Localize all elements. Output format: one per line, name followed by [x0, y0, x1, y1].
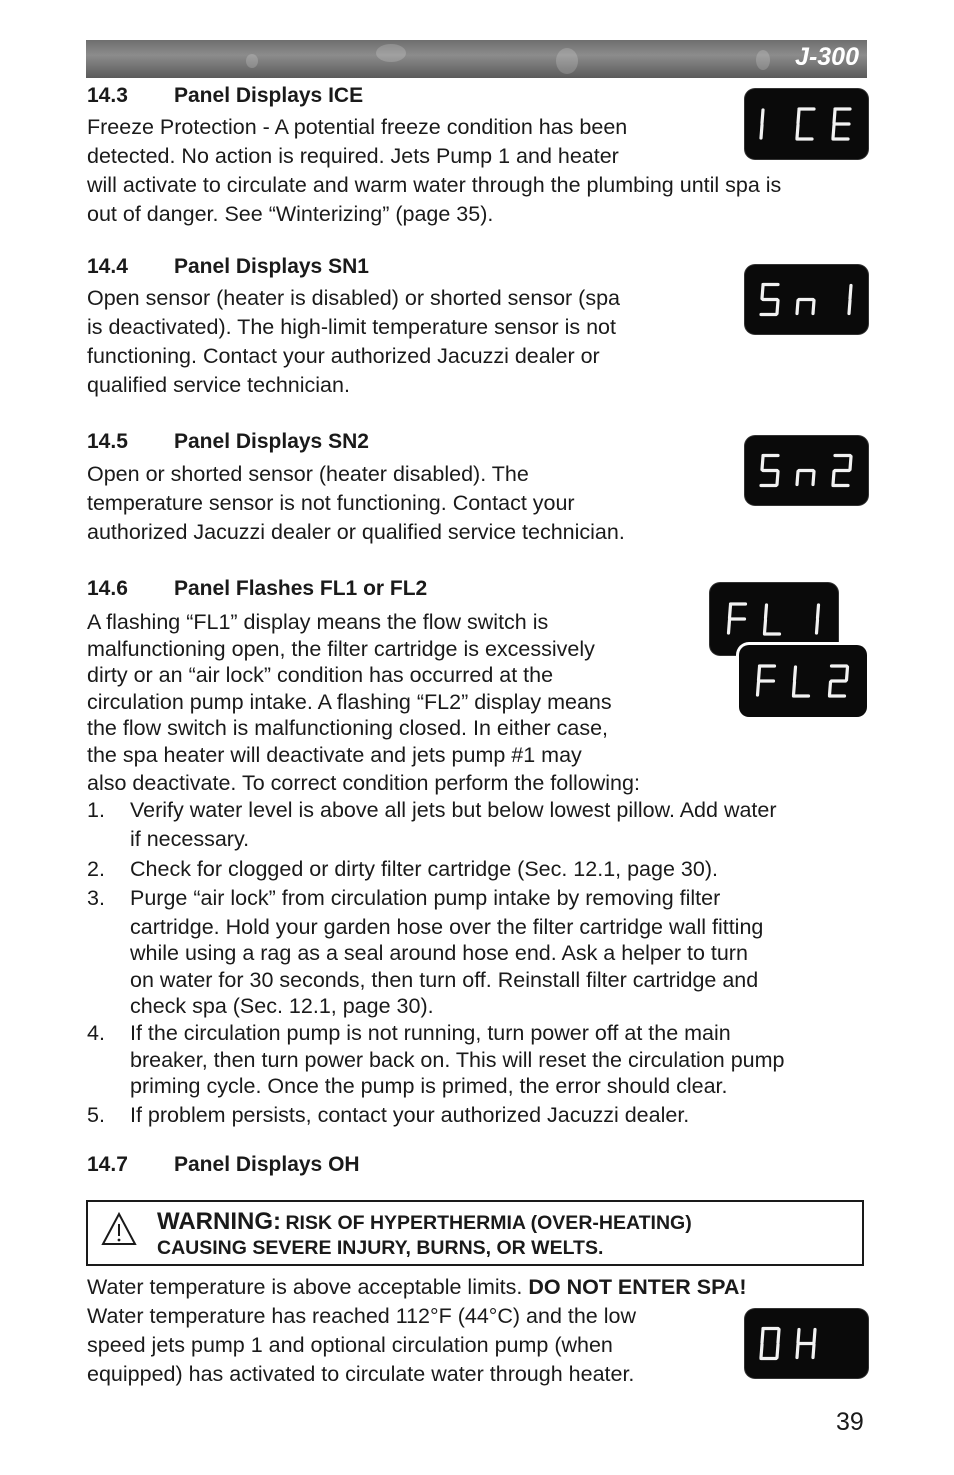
lcd-segment: [777, 301, 778, 314]
lcd-segment: [730, 605, 731, 618]
lcd-digit: [797, 471, 814, 485]
section-heading-ice: [87, 84, 363, 108]
body-line: authorized Jacuzzi dealer or qualified service technician.: [87, 520, 625, 544]
lcd-segment: [762, 110, 763, 123]
lcd-digit: [797, 300, 814, 314]
warning-triangle-icon: [101, 1212, 137, 1246]
body-line: malfunctioning open, the filter cartridge is excessively: [87, 636, 595, 661]
section-title: Panel Displays SN2: [174, 430, 369, 453]
lcd-segment: [833, 125, 834, 138]
lcd-readout: [739, 645, 867, 717]
lcd-segment: [830, 682, 831, 695]
lcd-digit: [797, 109, 814, 139]
header-bar: [86, 40, 867, 78]
section-body-sn1: [87, 284, 620, 400]
lcd-readout: [745, 265, 868, 334]
body-line: also deactivate. To correct condition perform the following:: [87, 771, 640, 795]
display-ice: [745, 89, 868, 159]
lcd-segment: [798, 1330, 799, 1343]
model-label: J-300: [795, 43, 859, 71]
lcd-segment: [847, 667, 848, 680]
step-line: on water for 30 seconds, then turn off. Reinstall filter cartridge and: [130, 967, 759, 992]
lcd-segment: [729, 620, 730, 633]
section-body-fl: [87, 609, 640, 797]
warning-line: RISK OF HYPERTHERMIA (OVER-HEATING): [285, 1212, 692, 1234]
lcd-segment: [797, 1345, 798, 1358]
body-line: Open or shorted sensor (heater disabled). The: [87, 462, 529, 486]
lcd-digit: [794, 667, 809, 696]
lcd-segment: [797, 472, 798, 485]
lcd-segment: [762, 457, 763, 470]
lcd-segment: [778, 1330, 779, 1343]
lcd-readout: [745, 1309, 868, 1378]
lcd-readout: [745, 89, 868, 159]
display-oh: [745, 1309, 868, 1378]
lcd-segment: [798, 110, 799, 123]
lcd-segment: [817, 620, 818, 633]
body-text: Water temperature is above acceptable limits.: [87, 1275, 529, 1299]
step-number: 2.: [87, 857, 105, 881]
step-line: Purge “air lock” from circulation pump intake by removing filter: [130, 886, 721, 910]
section-body-ice: [87, 113, 781, 229]
lcd-digit: [830, 666, 848, 696]
lcd-segment: [813, 301, 814, 314]
section-title: Panel Flashes FL1 or FL2: [174, 577, 428, 600]
list-item: [87, 856, 867, 884]
water-drop-decoration: [376, 44, 406, 62]
body-line: detected. No action is required. Jets Pump 1 and heater: [87, 144, 619, 168]
section-number: 14.3: [87, 84, 128, 107]
lcd-digit: [817, 605, 819, 633]
step-line: check spa (Sec. 12.1, page 30).: [130, 994, 434, 1018]
lcd-segment: [777, 472, 778, 485]
lcd-segment: [795, 667, 796, 680]
section-title: Panel Displays SN1: [174, 255, 369, 278]
lcd-segment: [759, 667, 760, 680]
lcd-segment: [834, 110, 835, 123]
body-line: temperature sensor is not functioning. Contact your: [87, 491, 575, 515]
step-line: Verify water level is above all jets but below lowest pillow. Add water: [130, 798, 777, 822]
lcd-digit: [761, 456, 778, 486]
body-line: out of danger. See “Winterizing” (page 35).: [87, 202, 494, 226]
lcd-readout: [745, 436, 868, 505]
body-line: functioning. Contact your authorized Jacuzzi dealer or: [87, 344, 600, 368]
section-heading-oh: [87, 1153, 360, 1177]
step-line: Check for clogged or dirty filter cartridge (Sec. 12.1, page 30).: [130, 857, 718, 881]
body-line: will activate to circulate and warm water through the plumbing until spa is: [87, 173, 782, 197]
lcd-segment: [762, 1330, 763, 1343]
display-sn1: [745, 265, 868, 334]
lcd-segment: [762, 286, 763, 299]
warning-box: [86, 1200, 864, 1266]
section-heading-sn1: [87, 255, 369, 279]
lcd-segment: [814, 1330, 815, 1343]
section-body-sn2: [87, 460, 625, 547]
lcd-segment: [761, 125, 762, 138]
lcd-segment: [766, 605, 767, 618]
list-item: [87, 885, 867, 1021]
step-text: [130, 797, 777, 852]
body-line: circulation pump intake. A flashing “FL2” display means: [87, 689, 612, 714]
step-number: 3.: [87, 886, 105, 910]
lcd-digit: [797, 1330, 815, 1358]
step-number: 5.: [87, 1103, 105, 1127]
lcd-digit: [761, 110, 763, 138]
step-text: [130, 1020, 785, 1100]
step-line: If problem persists, contact your authorized Jacuzzi dealer.: [130, 1103, 690, 1127]
body-line: Freeze Protection - A potential freeze condition has been: [87, 115, 628, 139]
water-drop-decoration: [756, 50, 770, 70]
lcd-segment: [850, 286, 851, 299]
body-line: A flashing “FL1” display means the flow switch is: [87, 610, 549, 634]
page-number: 39: [836, 1408, 864, 1436]
lcd-segment: [813, 472, 814, 485]
lcd-digit: [833, 109, 850, 139]
lcd-digit: [761, 285, 778, 315]
body-line: the spa heater will deactivate and jets pump #1 may: [87, 742, 582, 767]
lcd-segment: [794, 682, 795, 695]
step-line: while using a rag as a seal around hose end. Ask a helper to turn: [130, 941, 748, 965]
lcd-digit: [849, 286, 851, 314]
section-body-oh: [87, 1273, 747, 1389]
step-text: [130, 885, 763, 1020]
lcd-digit: [765, 605, 780, 634]
section-number: 14.4: [87, 255, 128, 278]
lcd-segment: [765, 620, 766, 633]
step-text: [130, 1102, 689, 1129]
body-line: Open sensor (heater is disabled) or shorted sensor (spa: [87, 286, 620, 310]
body-line: [87, 1273, 747, 1302]
list-item: [87, 797, 867, 853]
body-line: equipped) has activated to circulate water through heater.: [87, 1362, 635, 1386]
display-fl2: [739, 645, 867, 717]
lcd-segment: [797, 125, 798, 138]
body-line: the flow switch is malfunctioning closed. In either case,: [87, 716, 609, 740]
lcd-segment: [818, 605, 819, 618]
danger-text: DO NOT ENTER SPA!: [528, 1275, 747, 1299]
water-drop-decoration: [246, 54, 258, 68]
warning-label: WARNING:: [157, 1208, 281, 1235]
body-line: qualified service technician.: [87, 373, 350, 397]
water-drop-decoration: [556, 48, 578, 74]
lcd-digit: [761, 1329, 779, 1359]
lcd-segment: [849, 301, 850, 314]
body-line: speed jets pump 1 and optional circulation pump (when: [87, 1333, 613, 1357]
section-number: 14.5: [87, 430, 128, 453]
warning-line: CAUSING SEVERE INJURY, BURNS, OR WELTS.: [157, 1237, 604, 1259]
lcd-segment: [777, 1345, 778, 1358]
lcd-digit: [729, 604, 746, 633]
step-line: breaker, then turn power back on. This will reset the circulation pump: [130, 1047, 785, 1072]
lcd-digit: [833, 456, 851, 486]
step-line: cartridge. Hold your garden hose over the filter cartridge wall fitting: [130, 914, 764, 939]
lcd-segment: [833, 472, 834, 485]
lcd-segment: [813, 1345, 814, 1358]
section-number: 14.7: [87, 1153, 128, 1176]
section-title: Panel Displays ICE: [174, 84, 364, 107]
lcd-digit: [758, 666, 775, 695]
step-text: [130, 856, 718, 883]
lcd-segment: [761, 1345, 762, 1358]
lcd-segment: [850, 457, 851, 470]
step-number: 1.: [87, 798, 105, 822]
step-line: If the circulation pump is not running, turn power off at the main: [130, 1021, 731, 1045]
list-item: [87, 1102, 867, 1130]
section-title: Panel Displays OH: [174, 1153, 360, 1176]
step-number: 4.: [87, 1021, 105, 1045]
body-line: dirty or an “air lock” condition has occurred at the: [87, 663, 554, 687]
display-sn2: [745, 436, 868, 505]
body-line: Water temperature has reached 112°F (44°C) and the low: [87, 1304, 636, 1328]
warning-text: [157, 1208, 692, 1260]
section-heading-fl: [87, 577, 427, 601]
lcd-segment: [797, 301, 798, 314]
section-number: 14.6: [87, 577, 128, 600]
list-item: [87, 1020, 867, 1102]
section-heading-sn2: [87, 430, 369, 454]
step-line: priming cycle. Once the pump is primed, the error should clear.: [130, 1074, 728, 1098]
body-line: is deactivated). The high-limit temperature sensor is not: [87, 315, 616, 339]
step-line: if necessary.: [130, 826, 250, 851]
lcd-segment: [758, 682, 759, 695]
